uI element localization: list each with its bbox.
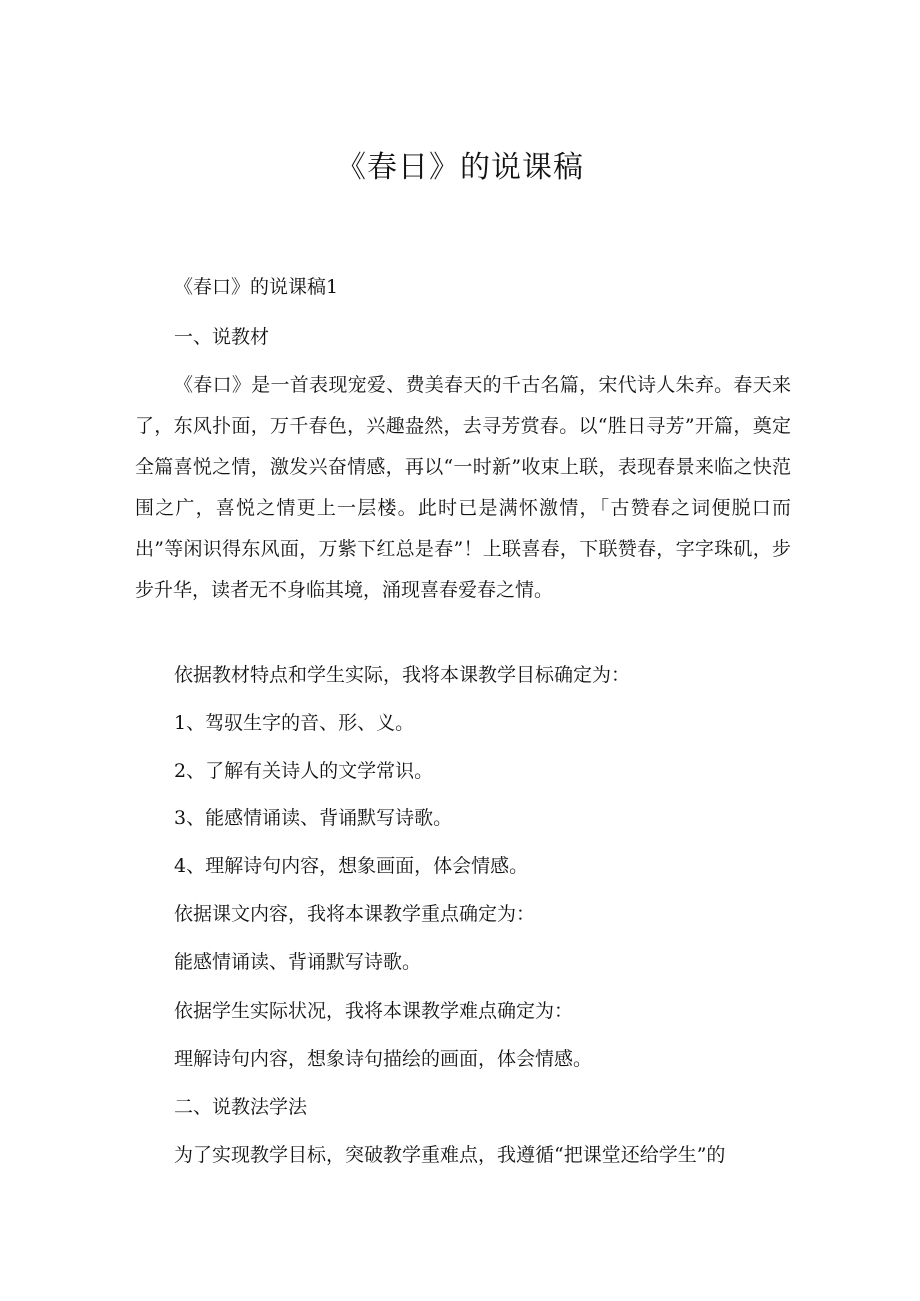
section-heading-methods: 二、说教法学法	[174, 1096, 308, 1118]
document-title: 《春日》的说课稿	[336, 150, 584, 185]
goals-intro: 依据教材特点和学生实际，我将本课教学目标确定为：	[174, 664, 631, 686]
goal-item: 2、了解有关诗人的文学常识。	[174, 760, 434, 782]
goal-item: 3、能感情诵读、背诵默写诗歌。	[174, 807, 453, 829]
goal-item: 1、驾驭生字的音、形、义。	[174, 712, 415, 734]
key-point-intro: 依据课文内容，我将本课教学重点确定为：	[174, 903, 536, 925]
methods-paragraph-start: 为了实现教学目标，突破教学重难点，我遵循“把课堂还给学生”的	[174, 1144, 726, 1166]
section-heading-textbook: 一、说教材	[174, 326, 270, 348]
key-point: 能感情诵读、背诵默写诗歌。	[174, 951, 422, 973]
goal-item: 4、理解诗句内容，想象画面，体会情感。	[174, 855, 529, 877]
section-subtitle: 《春口》的说课稿1	[174, 276, 339, 298]
intro-paragraph: 《春口》是一首表现宠爱、费美春天的千古名篇，宋代诗人朱弃。春天来了，东风扑面，万千春色，兴趣盎然，去寻芳赏春。以“胜日寻芳”开篇，奠定全篇喜悦之情，激发兴奋情感，再以“一时新”收束上联，表现春景来临之快范围之广，喜悦之情更上一层楼。此时已是满怀激情，「古赞春之词便脱口而出”等闲识得东风面，万紫下红总是春”！上联喜春，下联赞春，字字珠矶，步步升华，读者无不身临其境，涌现喜春爱春之情。	[135, 374, 791, 601]
difficulty-intro: 依据学生实际状况，我将本课教学难点确定为：	[174, 1000, 574, 1022]
difficulty: 理解诗句内容，想象诗句描绘的画面，体会情感。	[174, 1048, 593, 1070]
